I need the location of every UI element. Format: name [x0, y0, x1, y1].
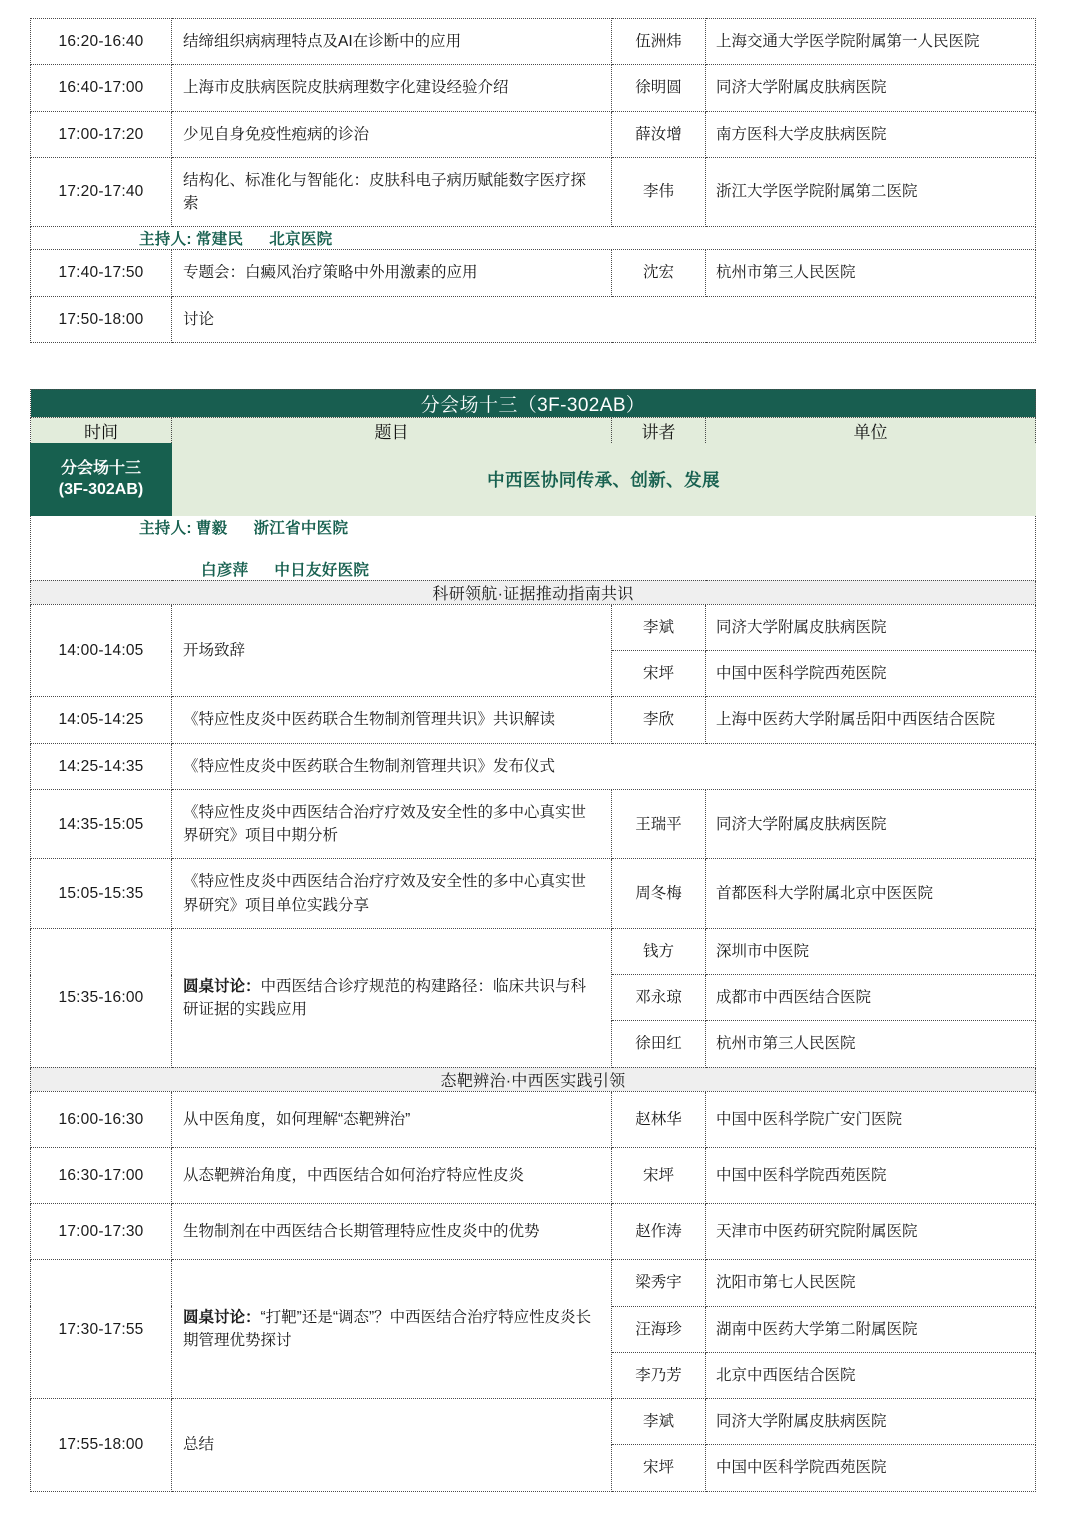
unit-text: 深圳市中医院 [716, 942, 810, 960]
time-cell [31, 1147, 172, 1203]
speaker-cell [612, 789, 706, 859]
speaker-cell [612, 604, 706, 650]
host-unit: 北京医院 [269, 231, 333, 249]
table-row [31, 1399, 1036, 1445]
unit-text: 杭州市第三人民医院 [716, 1035, 856, 1053]
column-header-time: 时间 [31, 417, 172, 443]
host-line [31, 516, 1035, 538]
unit-text: 同济大学附属皮肤病医院 [716, 618, 887, 636]
time-text: 16:00-16:30 [58, 1110, 144, 1128]
speaker-cell [612, 697, 706, 743]
speaker-text: 邓永琼 [635, 989, 682, 1007]
unit-cell [706, 19, 1036, 65]
speaker-cell [612, 65, 706, 111]
column-header-title: 题目 [172, 417, 612, 443]
unit-text: 同济大学附属皮肤病医院 [716, 815, 887, 833]
unit-cell [706, 697, 1036, 743]
speaker-text: 宋坪 [642, 1166, 674, 1184]
title-cell [172, 19, 612, 65]
unit-text: 上海交通大学医学院附属第一人民医院 [716, 33, 980, 50]
speaker-cell [612, 157, 706, 227]
time-cell [31, 928, 172, 1067]
unit-text: 中国中医科学院西苑医院 [716, 665, 887, 683]
title-body: 中西医结合诊疗规范的构建路径：临床共识与科研证据的实践应用 [183, 977, 587, 1018]
time-cell [31, 1260, 172, 1399]
title-cell [172, 65, 612, 111]
title-cell [172, 1204, 612, 1260]
title-cell [172, 1399, 612, 1492]
title-text: 从态靶辨治角度，中西医结合如何治疗特应性皮炎 [183, 1166, 525, 1184]
title-cell [172, 250, 612, 296]
title-cell [172, 1147, 612, 1203]
title-text: 《特应性皮炎中医药联合生物制剂管理共识》发布仪式 [183, 757, 556, 775]
unit-text: 中国中医科学院西苑医院 [716, 1459, 887, 1477]
table-row [31, 19, 1036, 65]
host-name: 常建民 [195, 231, 244, 249]
time-text: 15:35-16:00 [58, 989, 144, 1007]
unit-text: 中国中医科学院西苑医院 [716, 1166, 887, 1184]
section-divider-row [31, 1067, 1036, 1091]
unit-text: 成都市中西医结合医院 [716, 989, 872, 1007]
section-divider-row [31, 580, 1036, 604]
unit-text: 浙江大学医学院附属第二医院 [716, 183, 918, 201]
column-header-row [31, 417, 1036, 443]
title-cell [172, 1260, 612, 1399]
unit-cell [706, 1306, 1036, 1352]
title-prefix: 圆桌讨论： [183, 1309, 261, 1327]
time-text: 16:40-17:00 [58, 79, 144, 97]
speaker-cell [612, 250, 706, 296]
host-name: 曹毅 [195, 519, 228, 537]
time-text: 17:00-17:30 [58, 1223, 144, 1241]
speaker-cell [612, 1021, 706, 1067]
time-cell [31, 111, 172, 157]
speaker-text: 钱方 [642, 942, 674, 960]
title-text: 上海市皮肤病医院皮肤病理数字化建设经验介绍 [183, 79, 509, 97]
time-cell [31, 296, 172, 342]
time-cell [31, 1399, 172, 1492]
speaker-cell [612, 1306, 706, 1352]
table-row [31, 1204, 1036, 1260]
title-cell [172, 296, 1036, 342]
table-row [31, 1147, 1036, 1203]
time-text: 17:40-17:50 [58, 264, 144, 282]
unit-cell [706, 1147, 1036, 1203]
speaker-cell [612, 1147, 706, 1203]
time-cell [31, 19, 172, 65]
unit-cell [706, 975, 1036, 1021]
speaker-text: 梁秀宇 [635, 1274, 682, 1292]
host-line [31, 227, 1035, 249]
title-text: 《特应性皮炎中西医结合治疗疗效及安全性的多中心真实世界研究》项目单位实践分享 [183, 873, 587, 914]
table-row [31, 604, 1036, 650]
title-text: 少见自身免疫性疱病的诊治 [183, 125, 370, 143]
unit-cell [706, 65, 1036, 111]
time-text: 17:30-17:55 [58, 1320, 144, 1338]
speaker-text: 宋坪 [642, 665, 674, 683]
speaker-cell [612, 975, 706, 1021]
time-text: 17:50-18:00 [58, 310, 144, 328]
host-cell [31, 515, 1036, 580]
speaker-cell [612, 859, 706, 929]
speaker-cell [612, 1091, 706, 1147]
unit-cell [706, 604, 1036, 650]
host-unit: 浙江省中医院 [253, 519, 349, 537]
table-row [31, 789, 1036, 859]
speaker-text: 沈宏 [642, 264, 674, 282]
time-cell [31, 65, 172, 111]
speaker-text: 周冬梅 [635, 885, 682, 903]
title-text: 总结 [183, 1436, 215, 1454]
schedule-table-continued [30, 18, 1036, 343]
unit-cell [706, 1260, 1036, 1306]
time-text: 16:30-17:00 [58, 1166, 144, 1184]
table-separator [30, 343, 1050, 389]
unit-cell [706, 250, 1036, 296]
host-row [31, 227, 1036, 250]
host-cell [31, 227, 1036, 250]
time-cell [31, 697, 172, 743]
table-row [31, 859, 1036, 929]
table-row [31, 1091, 1036, 1147]
host-label: 主持人: [139, 519, 192, 537]
unit-text: 首都医科大学附属北京中医医院 [716, 885, 934, 903]
time-text: 17:20-17:40 [58, 183, 144, 201]
table-row [31, 1260, 1036, 1306]
time-text: 17:00-17:20 [58, 125, 144, 143]
column-header-unit: 单位 [706, 417, 1036, 443]
time-text: 15:05-15:35 [58, 885, 144, 903]
speaker-text: 赵林华 [635, 1110, 682, 1128]
host-label: 主持人: [139, 231, 192, 249]
time-text: 14:35-15:05 [58, 815, 144, 833]
unit-text: 南方医科大学皮肤病医院 [716, 125, 887, 143]
table-row [31, 157, 1036, 227]
speaker-cell [612, 19, 706, 65]
title-cell [172, 604, 612, 697]
title-cell [172, 743, 1036, 789]
time-text: 14:25-14:35 [58, 757, 144, 775]
title-text: 《特应性皮炎中西医结合治疗疗效及安全性的多中心真实世界研究》项目中期分析 [183, 803, 587, 845]
unit-text: 上海中医药大学附属岳阳中西医结合医院 [716, 711, 996, 729]
unit-cell [706, 111, 1036, 157]
title-cell [172, 697, 612, 743]
unit-text: 同济大学附属皮肤病医院 [716, 1413, 887, 1431]
time-cell [31, 859, 172, 929]
title-text [172, 964, 611, 1033]
time-cell [31, 1091, 172, 1147]
time-cell [31, 604, 172, 697]
title-text [172, 1295, 611, 1364]
table-row [31, 697, 1036, 743]
unit-text: 湖南中医药大学第二附属医院 [716, 1320, 918, 1338]
time-cell [31, 743, 172, 789]
unit-cell [706, 1091, 1036, 1147]
title-text: 讨论 [183, 310, 215, 328]
speaker-text: 徐田红 [635, 1035, 682, 1053]
column-header-speaker: 讲者 [612, 417, 706, 443]
title-cell [172, 789, 612, 859]
table-row [31, 296, 1036, 342]
unit-cell [706, 859, 1036, 929]
venue-banner-title: 分会场十三（3F-302AB） [31, 389, 1036, 417]
unit-text: 北京中西医结合医院 [716, 1366, 856, 1384]
table-row [31, 65, 1036, 111]
unit-text: 中国中医科学院广安门医院 [716, 1110, 903, 1128]
speaker-cell [612, 651, 706, 697]
speaker-cell [612, 111, 706, 157]
time-text: 17:55-18:00 [58, 1436, 144, 1454]
speaker-cell [612, 928, 706, 974]
speaker-cell [612, 1352, 706, 1398]
unit-cell [706, 1352, 1036, 1398]
venue-tag-cell [31, 443, 172, 515]
speaker-cell [612, 1260, 706, 1306]
section-title: 态靶辨治·中西医实践引领 [31, 1067, 1036, 1091]
unit-cell [706, 928, 1036, 974]
unit-cell [706, 1204, 1036, 1260]
time-cell [31, 789, 172, 859]
title-text: 专题会：白癜风治疗策略中外用激素的应用 [183, 264, 478, 282]
host-line [31, 558, 1035, 580]
speaker-text: 徐明圆 [635, 79, 682, 97]
venue-banner-row [31, 389, 1036, 417]
unit-cell [706, 1021, 1036, 1067]
unit-cell [706, 789, 1036, 859]
unit-cell [706, 157, 1036, 227]
host-row [31, 515, 1036, 580]
topic-row [31, 443, 1036, 515]
table-row [31, 743, 1036, 789]
host-name: 白彦萍 [201, 561, 249, 579]
unit-text: 杭州市第三人民医院 [716, 264, 856, 282]
time-text: 14:00-14:05 [58, 642, 144, 660]
time-cell [31, 157, 172, 227]
speaker-cell [612, 1399, 706, 1445]
title-text: 结缔组织病病理特点及AI在诊断中的应用 [183, 33, 462, 50]
speaker-cell [612, 1445, 706, 1491]
continued-table-body [31, 19, 1036, 343]
title-text: 《特应性皮炎中医药联合生物制剂管理共识》共识解读 [183, 711, 556, 729]
title-cell [172, 1091, 612, 1147]
title-text: 从中医角度，如何理解“态靶辨治” [183, 1110, 411, 1128]
speaker-text: 伍洲炜 [635, 33, 682, 50]
table-row [31, 928, 1036, 974]
speaker-text: 李斌 [642, 618, 674, 636]
title-cell [172, 157, 612, 227]
time-text: 16:20-16:40 [58, 33, 144, 50]
title-body: “打靶”还是“调态”？中西医结合治疗特应性皮炎长期管理优势探讨 [183, 1309, 592, 1350]
speaker-text: 李斌 [642, 1413, 674, 1431]
time-cell [31, 250, 172, 296]
speaker-text: 薛汝增 [635, 125, 682, 143]
speaker-text: 赵作涛 [635, 1223, 682, 1241]
unit-cell [706, 1399, 1036, 1445]
title-cell [172, 928, 612, 1067]
unit-text: 同济大学附属皮肤病医院 [716, 79, 887, 97]
table-row [31, 250, 1036, 296]
title-text: 生物制剂在中西医结合长期管理特应性皮炎中的优势 [183, 1223, 540, 1241]
venue-tag-line2: (3F-302AB) [58, 481, 144, 499]
speaker-text: 王瑞平 [635, 815, 682, 833]
speaker-cell [612, 1204, 706, 1260]
speaker-text: 李伟 [642, 183, 674, 201]
host-unit: 中日友好医院 [274, 561, 370, 579]
unit-cell [706, 651, 1036, 697]
unit-text: 沈阳市第七人民医院 [716, 1274, 856, 1292]
table-row [31, 111, 1036, 157]
speaker-text: 李欣 [642, 711, 674, 729]
time-text: 14:05-14:25 [58, 711, 144, 729]
unit-cell [706, 1445, 1036, 1491]
venue-table-body [31, 389, 1036, 1491]
title-text: 开场致辞 [183, 642, 246, 660]
speaker-text: 汪海珍 [635, 1320, 682, 1338]
title-prefix: 圆桌讨论： [183, 977, 261, 995]
time-cell [31, 1204, 172, 1260]
unit-text: 天津市中医药研究院附属医院 [716, 1223, 918, 1241]
speaker-text: 宋坪 [642, 1459, 674, 1477]
topic-title-text: 中西医协同传承、创新、发展 [172, 443, 1036, 515]
schedule-table-venue-13 [30, 389, 1036, 1492]
speaker-text: 李乃芳 [635, 1366, 682, 1384]
title-cell [172, 111, 612, 157]
section-title: 科研领航·证据推动指南共识 [31, 580, 1036, 604]
title-cell [172, 859, 612, 929]
title-text: 结构化、标准化与智能化：皮肤科电子病历赋能数字医疗探索 [183, 171, 587, 212]
venue-tag-line1: 分会场十三 [60, 459, 141, 477]
